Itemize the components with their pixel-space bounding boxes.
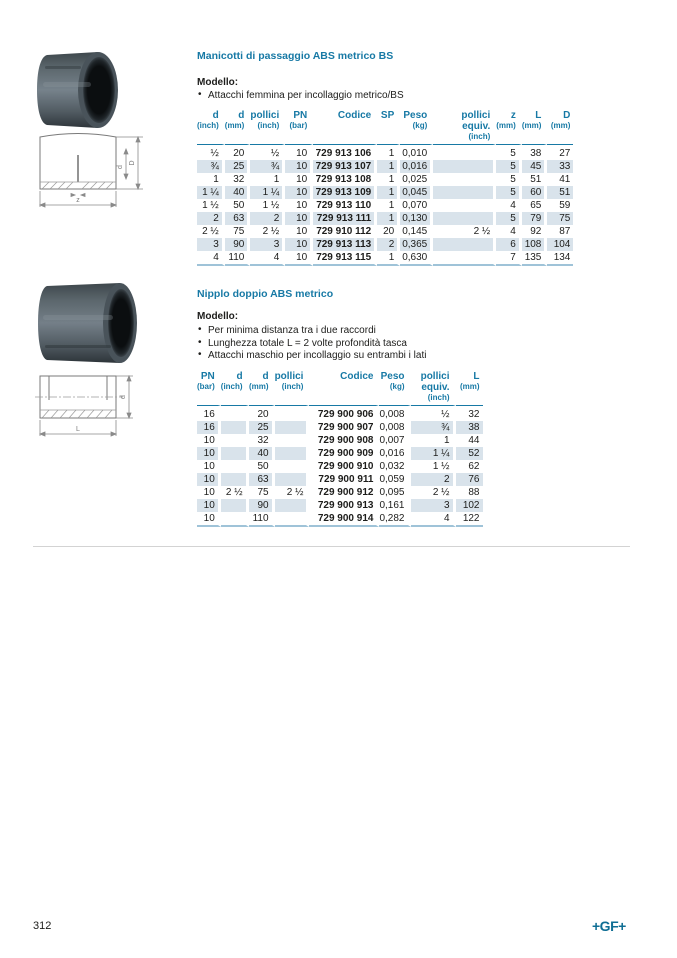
value-cell: 4: [197, 251, 225, 266]
value-cell: 1 ¼: [411, 447, 456, 460]
value-cell: 1: [377, 186, 400, 199]
value-cell: 90: [249, 499, 275, 512]
socket-drawing-image: [33, 127, 151, 209]
value-cell: [221, 473, 249, 486]
section-divider: [33, 546, 630, 547]
value-cell: 41: [559, 174, 571, 185]
value-cell: 1: [377, 160, 400, 173]
value-cell: 10: [285, 238, 313, 251]
table-row: [197, 160, 573, 173]
tech-drawing-socket: [33, 127, 151, 209]
bullet-item: • Attacchi maschio per incollaggio su entrambi i lati: [197, 350, 426, 363]
value-cell: 10: [285, 145, 313, 160]
table-row: [197, 251, 573, 266]
bullet-item: • Attacchi femmina per incollaggio metrico/BS: [197, 90, 404, 103]
dim-label-d: d: [117, 165, 124, 169]
value-cell: 5: [496, 186, 522, 199]
value-cell: 5: [496, 212, 522, 225]
value-cell: 0,059: [379, 473, 410, 486]
value-cell: 0,130: [400, 212, 433, 225]
column-header: d (inch): [197, 110, 225, 145]
column-header: z (mm): [496, 110, 522, 145]
bullet-item: • Lunghezza totale L = 2 volte profondità tasca: [197, 338, 426, 351]
value-cell: 5: [496, 145, 522, 160]
value-cell: 0,630: [400, 251, 433, 266]
value-cell: 20: [377, 225, 400, 238]
model-bullet-list: [197, 325, 426, 363]
value-cell: [433, 238, 496, 251]
value-cell: [221, 406, 249, 421]
table-row: [197, 499, 483, 512]
value-cell: 0,032: [379, 460, 410, 473]
value-cell: 32: [468, 409, 480, 420]
value-cell: [275, 473, 310, 486]
code-cell: 729 900 909: [309, 447, 379, 460]
value-cell: [433, 212, 496, 225]
code-cell: 729 900 906: [309, 406, 379, 421]
product-data-table: [197, 371, 483, 527]
model-label: Modello:: [197, 311, 239, 322]
column-header: d (inch): [221, 371, 249, 406]
value-cell: [275, 421, 310, 434]
value-cell: 1: [411, 434, 456, 447]
value-cell: 2 ½: [275, 486, 310, 499]
table-row: [197, 145, 573, 160]
product-table-nipplo: [197, 371, 483, 527]
value-cell: 4: [411, 512, 456, 527]
product-photo-nipple: [35, 283, 141, 363]
value-cell: 2 ½: [411, 486, 456, 499]
value-cell: 0,282: [379, 512, 410, 527]
table-row: [197, 421, 483, 434]
value-cell: 2: [377, 238, 400, 251]
code-cell: 729 913 113: [313, 238, 377, 251]
code-cell: 729 900 914: [309, 512, 379, 527]
value-cell: [433, 145, 496, 160]
dim-label-D: D: [129, 160, 136, 166]
value-cell: 38: [522, 145, 548, 160]
value-cell: [433, 173, 496, 186]
value-cell: 87: [559, 226, 571, 237]
value-cell: 52: [456, 447, 483, 460]
value-cell: [433, 199, 496, 212]
value-cell: 4: [496, 199, 522, 212]
value-cell: 1 ¼: [197, 186, 225, 199]
value-cell: [275, 460, 310, 473]
value-cell: 75: [225, 225, 251, 238]
value-cell: 108: [522, 238, 548, 251]
value-cell: 0,016: [379, 447, 410, 460]
value-cell: 40: [249, 447, 275, 460]
value-cell: 102: [456, 499, 483, 512]
value-cell: 10: [285, 199, 313, 212]
product-table-manicotti: [197, 110, 573, 266]
dim-label-d: d: [120, 395, 127, 399]
column-header: SP: [377, 110, 400, 145]
value-cell: 10: [285, 173, 313, 186]
value-cell: 3: [197, 238, 225, 251]
table-row: [197, 486, 483, 499]
code-cell: 729 910 112: [313, 225, 377, 238]
value-cell: 134: [547, 251, 573, 266]
value-cell: [221, 447, 249, 460]
column-header: d (mm): [249, 371, 275, 406]
section-title: Nipplo doppio ABS metrico: [197, 288, 334, 300]
value-cell: 0,007: [379, 434, 410, 447]
value-cell: 0,008: [379, 406, 410, 421]
value-cell: 10: [285, 186, 313, 199]
socket-photo-image: [35, 52, 119, 128]
value-cell: 10: [197, 486, 221, 499]
value-cell: 1 ½: [250, 199, 285, 212]
value-cell: [221, 499, 249, 512]
value-cell: ½: [197, 145, 225, 160]
section-title: Manicotti di passaggio ABS metrico BS: [197, 50, 394, 62]
product-data-table: [197, 110, 573, 266]
value-cell: 10: [197, 460, 221, 473]
page-number: 312: [33, 920, 52, 932]
value-cell: [275, 499, 310, 512]
value-cell: [221, 421, 249, 434]
value-cell: 1 ½: [411, 460, 456, 473]
value-cell: 1: [377, 251, 400, 266]
value-cell: 1 ¼: [250, 186, 285, 199]
column-header: d (mm): [225, 110, 251, 145]
value-cell: 25: [249, 421, 275, 434]
value-cell: 3: [250, 238, 285, 251]
code-cell: 729 900 910: [309, 460, 379, 473]
value-cell: 38: [456, 421, 483, 434]
value-cell: 32: [249, 434, 275, 447]
value-cell: 0,145: [400, 225, 433, 238]
column-header: pollici (inch): [250, 110, 285, 145]
value-cell: [433, 251, 496, 266]
code-cell: 729 913 115: [313, 251, 377, 266]
value-cell: 0,016: [400, 160, 433, 173]
dim-label-L: L: [76, 426, 80, 433]
table-row: [197, 225, 573, 238]
value-cell: 10: [285, 251, 313, 266]
value-cell: 10: [197, 473, 221, 486]
value-cell: 0,025: [400, 173, 433, 186]
table-row: [197, 199, 573, 212]
value-cell: 33: [547, 160, 573, 173]
nipple-drawing-image: [33, 368, 143, 448]
value-cell: 4: [496, 225, 522, 238]
model-label: Modello:: [197, 77, 239, 88]
value-cell: 104: [547, 238, 573, 251]
code-cell: 729 913 111: [313, 212, 377, 225]
column-header: L (mm): [522, 110, 548, 145]
value-cell: [275, 406, 310, 421]
value-cell: 0,365: [400, 238, 433, 251]
table-row: [197, 512, 483, 527]
column-header: Peso (kg): [379, 371, 410, 406]
value-cell: 10: [197, 499, 221, 512]
value-cell: 10: [285, 225, 313, 238]
value-cell: 50: [225, 199, 251, 212]
value-cell: 51: [522, 173, 548, 186]
column-header: pollici equiv. (inch): [411, 371, 456, 406]
value-cell: 76: [456, 473, 483, 486]
table-row: [197, 460, 483, 473]
value-cell: 40: [225, 186, 251, 199]
code-cell: 729 913 107: [313, 160, 377, 173]
table-row: [197, 212, 573, 225]
value-cell: [275, 447, 310, 460]
value-cell: 5: [496, 160, 522, 173]
value-cell: 0,095: [379, 486, 410, 499]
value-cell: 0,045: [400, 186, 433, 199]
value-cell: 2: [411, 473, 456, 486]
code-cell: 729 913 109: [313, 186, 377, 199]
value-cell: 1: [197, 173, 225, 186]
value-cell: 62: [468, 461, 480, 472]
column-header: PN (bar): [197, 371, 221, 406]
value-cell: 1: [377, 145, 400, 160]
value-cell: 2 ½: [433, 225, 496, 238]
code-cell: 729 913 108: [313, 173, 377, 186]
value-cell: 32: [225, 173, 251, 186]
gf-brand-logo: +GF+: [592, 918, 626, 934]
value-cell: 3: [411, 499, 456, 512]
value-cell: 63: [249, 473, 275, 486]
dim-label-z: z: [76, 197, 80, 204]
value-cell: 2 ½: [250, 225, 285, 238]
value-cell: [221, 460, 249, 473]
value-cell: 65: [522, 199, 548, 212]
value-cell: 10: [197, 512, 221, 527]
bullet-item: • Per minima distanza tra i due raccordi: [197, 325, 426, 338]
value-cell: 0,070: [400, 199, 433, 212]
value-cell: 10: [285, 212, 313, 225]
value-cell: 4: [250, 251, 285, 266]
value-cell: 20: [249, 406, 275, 421]
value-cell: 10: [285, 160, 313, 173]
value-cell: 27: [559, 148, 571, 159]
value-cell: 88: [468, 487, 480, 498]
value-cell: 0,010: [400, 145, 433, 160]
nipple-photo-image: [35, 283, 141, 363]
value-cell: [275, 434, 310, 447]
table-row: [197, 173, 573, 186]
code-cell: 729 913 106: [313, 145, 377, 160]
code-cell: 729 900 907: [309, 421, 379, 434]
value-cell: 16: [197, 406, 221, 421]
value-cell: 6: [496, 238, 522, 251]
tech-drawing-nipple: [33, 368, 143, 448]
value-cell: [221, 434, 249, 447]
table-row: [197, 406, 483, 421]
column-header: pollici (inch): [275, 371, 310, 406]
value-cell: 2 ½: [221, 486, 249, 499]
value-cell: ¾: [250, 160, 285, 173]
code-cell: 729 900 908: [309, 434, 379, 447]
value-cell: [221, 512, 249, 527]
code-cell: 729 900 912: [309, 486, 379, 499]
value-cell: 7: [496, 251, 522, 266]
value-cell: 75: [249, 486, 275, 499]
value-cell: 5: [496, 173, 522, 186]
column-header: pollici equiv. (inch): [433, 110, 496, 145]
value-cell: 63: [225, 212, 251, 225]
value-cell: 2: [197, 212, 225, 225]
code-cell: 729 900 913: [309, 499, 379, 512]
value-cell: [433, 160, 496, 173]
value-cell: ½: [411, 406, 456, 421]
value-cell: 59: [559, 200, 571, 211]
table-row: [197, 238, 573, 251]
value-cell: 45: [522, 160, 548, 173]
table-row: [197, 434, 483, 447]
table-row: [197, 447, 483, 460]
value-cell: 92: [522, 225, 548, 238]
value-cell: 135: [522, 251, 548, 266]
value-cell: [275, 512, 310, 527]
value-cell: 1: [250, 173, 285, 186]
value-cell: 16: [197, 421, 221, 434]
value-cell: ¾: [197, 160, 225, 173]
column-header: Codice: [313, 110, 377, 145]
value-cell: 79: [522, 212, 548, 225]
value-cell: [433, 186, 496, 199]
value-cell: 2 ½: [197, 225, 225, 238]
value-cell: 50: [249, 460, 275, 473]
code-cell: 729 900 911: [309, 473, 379, 486]
value-cell: 1: [377, 199, 400, 212]
value-cell: 110: [225, 251, 251, 266]
table-row: [197, 473, 483, 486]
column-header: PN (bar): [285, 110, 313, 145]
column-header: L (mm): [456, 371, 483, 406]
value-cell: 44: [468, 435, 480, 446]
value-cell: 25: [225, 160, 251, 173]
value-cell: 75: [547, 212, 573, 225]
value-cell: 1: [377, 173, 400, 186]
value-cell: 122: [456, 512, 483, 527]
value-cell: 60: [522, 186, 548, 199]
value-cell: 90: [225, 238, 251, 251]
value-cell: 51: [547, 186, 573, 199]
value-cell: 0,161: [379, 499, 410, 512]
value-cell: ¾: [411, 421, 456, 434]
value-cell: 10: [197, 434, 221, 447]
column-header: Peso (kg): [400, 110, 433, 145]
value-cell: 1: [377, 212, 400, 225]
table-row: [197, 186, 573, 199]
column-header: Codice: [309, 371, 379, 406]
value-cell: 1 ½: [197, 199, 225, 212]
product-photo-socket: [35, 52, 119, 128]
value-cell: 2: [250, 212, 285, 225]
column-header: D (mm): [547, 110, 573, 145]
value-cell: 0,008: [379, 421, 410, 434]
value-cell: 110: [249, 512, 275, 527]
code-cell: 729 913 110: [313, 199, 377, 212]
value-cell: 10: [197, 447, 221, 460]
value-cell: 20: [225, 145, 251, 160]
model-bullet-list: [197, 90, 404, 103]
value-cell: ½: [250, 145, 285, 160]
